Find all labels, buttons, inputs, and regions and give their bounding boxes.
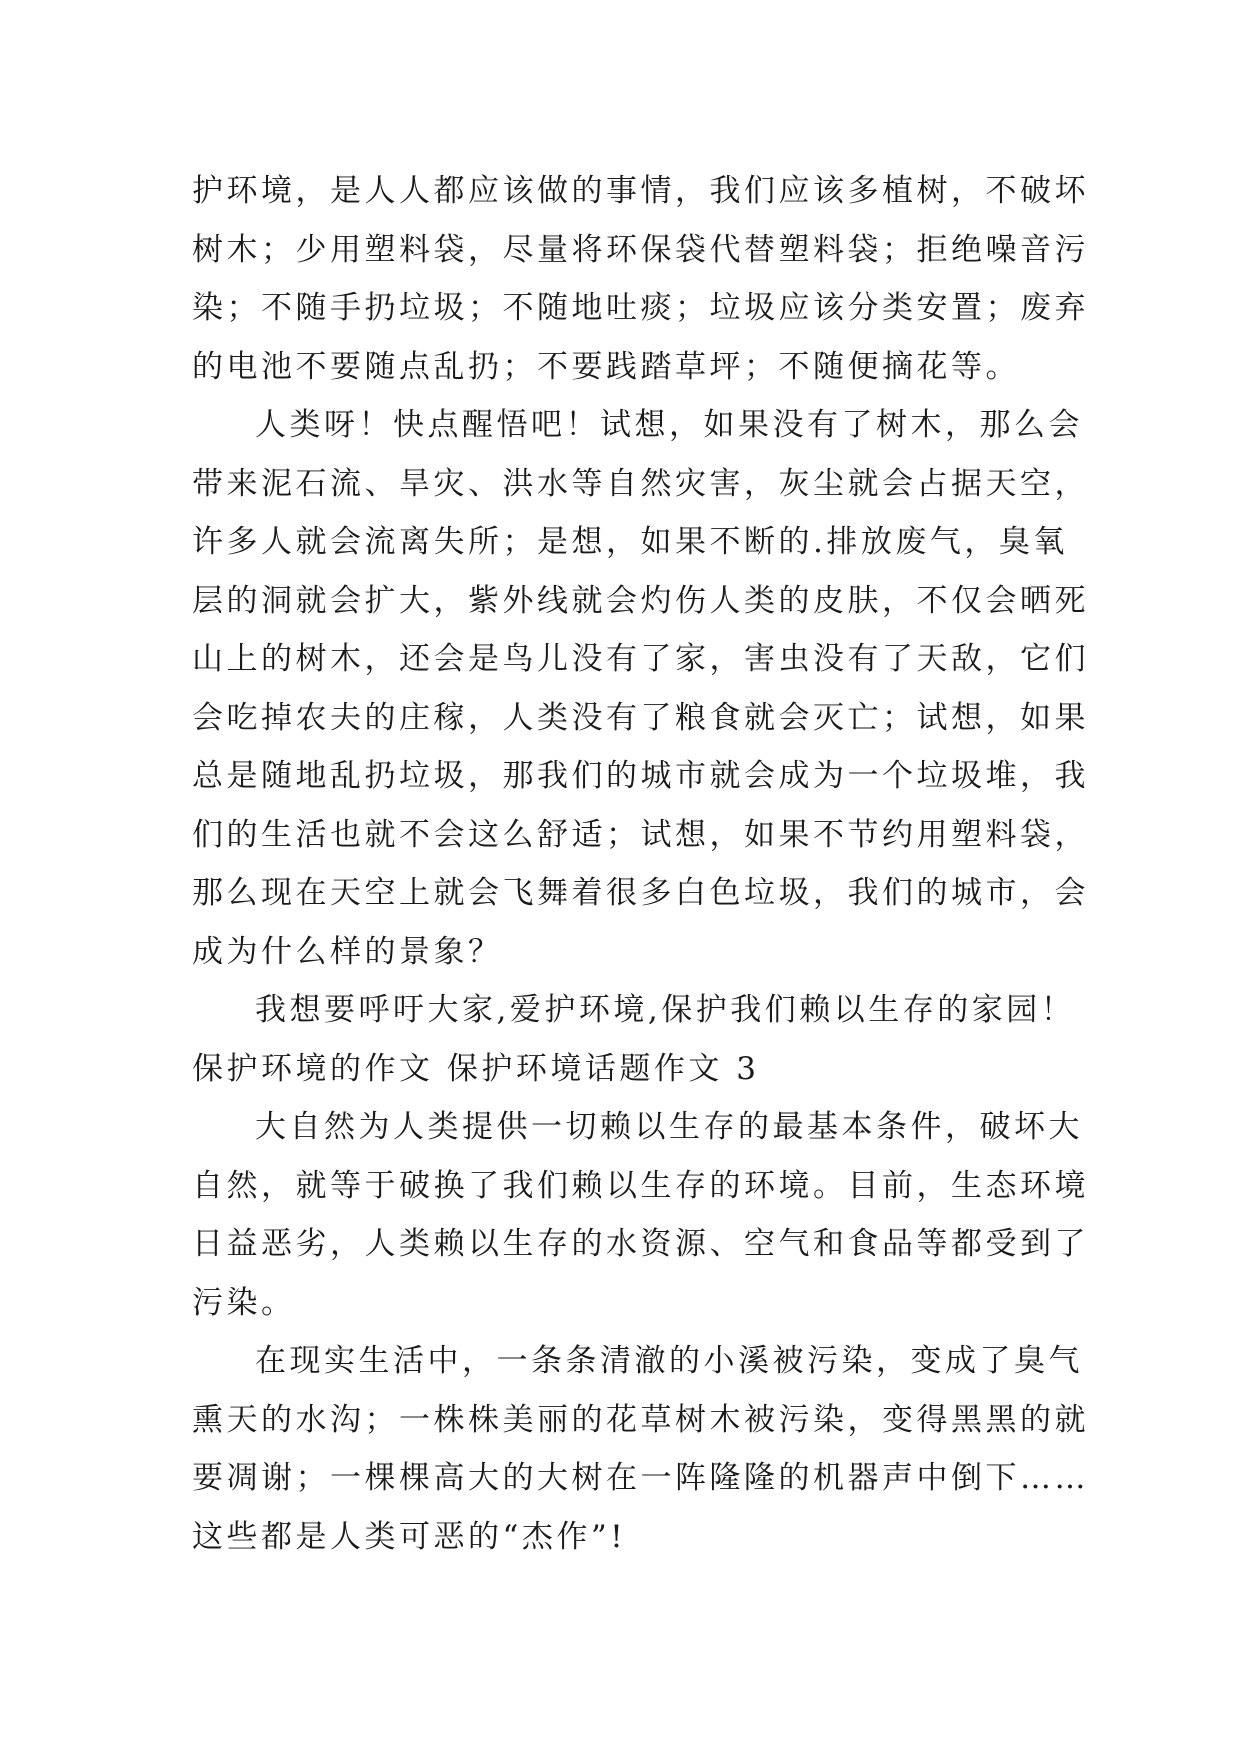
text-line: 带来泥石流、旱灾、洪水等自然灾害，灰尘就会占据天空， (192, 465, 1089, 502)
text-line: 的电池不要随点乱扔；不要践踏草坪；不随便摘花等。 (192, 348, 1020, 385)
text-line: 成为什么样的景象？ (192, 933, 503, 970)
text-line: 们的生活也就不会这么舒适；试想，如果不节约用塑料袋， (192, 816, 1089, 853)
text-line: 许多人就会流离失所；是想，如果不断的.排放废气，臭氧 (192, 524, 1068, 560)
text-line: 山上的树木，还会是鸟儿没有了家，害虫没有了天敌，它们 (192, 641, 1089, 677)
text-line: 树木；少用塑料袋，尽量将环保袋代替塑料袋；拒绝噪音污 (192, 231, 1089, 268)
section-heading: 保护环境的作文 保护环境话题作文 3 (192, 1050, 760, 1087)
text-line: 染；不随手扔垃圾；不随地吐痰；垃圾应该分类安置；废弃 (192, 290, 1089, 326)
text-line: 日益恶劣，人类赖以生存的水资源、空气和食品等都受到了 (192, 1226, 1089, 1262)
text-line: 会吃掉农夫的庄稼，人类没有了粮食就会灭亡；试想，如果 (192, 699, 1089, 736)
text-line: 总是随地乱扔垃圾，那我们的城市就会成为一个垃圾堆，我 (192, 758, 1089, 794)
text-line: 这些都是人类可恶的“杰作”! (192, 1518, 627, 1555)
text-line: 在现实生活中，一条条清澈的小溪被污染，变成了臭气 (255, 1343, 1083, 1379)
text-line: 层的洞就会扩大，紫外线就会灼伤人类的皮肤，不仅会晒死 (192, 582, 1089, 619)
text-line: 污染。 (192, 1284, 296, 1321)
text-line: 我想要呼吁大家,爱护环境,保护我们赖以生存的家园！ (255, 992, 1076, 1028)
text-line: 人类呀！快点醒悟吧！试想，如果没有了树木，那么会 (255, 407, 1083, 443)
text-line: 自然，就等于破换了我们赖以生存的环境。目前，生态环境 (192, 1167, 1089, 1204)
text-line: 大自然为人类提供一切赖以生存的最基本条件，破坏大 (255, 1109, 1083, 1145)
text-line: 那么现在天空上就会飞舞着很多白色垃圾，我们的城市，会 (192, 875, 1089, 911)
text-line: 要凋谢；一棵棵高大的大树在一阵隆隆的机器声中倒下…… (192, 1460, 1089, 1496)
text-line: 熏天的水沟；一株株美丽的花草树木被污染，变得黑黑的就 (192, 1401, 1089, 1438)
document-body (192, 162, 1089, 1566)
text-line: 护环境，是人人都应该做的事情，我们应该多植树，不破坏 (192, 173, 1089, 209)
